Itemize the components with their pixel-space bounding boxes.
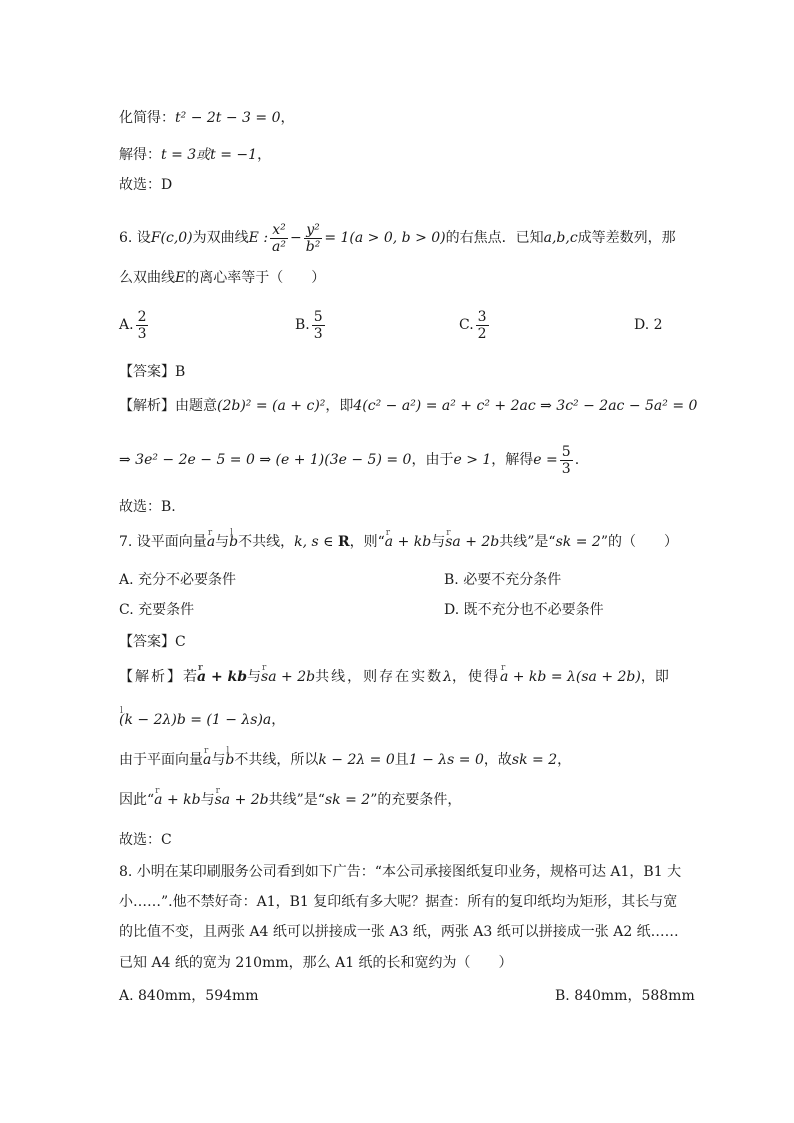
q7-l2-b: 不共线，所以 [234,752,319,768]
q6-abc: a,b,c [543,230,578,246]
q6-option-a-label: A. [119,317,134,333]
q7-stem-a: 7. 设平面向量 [119,534,207,550]
q7-stem-e: ”的（ ） [600,534,678,550]
q6-analysis-eq5: e = [533,452,558,468]
q7-analysis-e: ， [271,712,286,728]
q6-analysis-line1 [119,396,697,416]
q6-stem-e: 么双曲线 [119,270,175,286]
q6-stem-b: 为双曲线 [192,230,249,246]
q6-option-a-num: 2 [137,308,147,325]
q7-l2-c: 且 [394,752,409,768]
simplify-prefix: 化简得： [119,110,175,126]
q6-stem-f: 的离心率等于（ ） [185,270,326,286]
q7-analysis-line3 [119,790,461,810]
q6-stem-c: 的右焦点．已知 [445,230,544,246]
q6-option-a-frac [136,309,149,342]
q7-l3-expr1: r a + kb [154,790,200,810]
q6-answer: 【答案】B [119,364,186,380]
q7-analysis-eq1: r a + kb = λ(sa + 2b) [500,667,641,687]
q8-line2: 小……”.他不禁好奇：A1，B1 复印纸有多大呢？据查：所有的复印纸均为矩形，其长与宽 [119,894,678,910]
q6-condition: = 1(a > 0, b > 0) [324,230,446,246]
q7-stem-c: ，则“ [349,534,385,550]
q7-l3-sk: sk = 2 [324,792,371,808]
q6-option-d: D. 2 [634,317,663,333]
q7-expr2: r sa + 2b [445,532,499,552]
q7-vector-a: r a [207,532,215,552]
q6-frac-x [270,222,288,255]
q7-answer: 【答案】C [119,634,186,650]
q7-l3-a: 因此“ [119,792,155,808]
q7-and-2: 与 [431,534,446,550]
q7-vector-b: l b [229,532,238,552]
q6-analysis-eq2: 4(c² − a²) = a² + c² + 2ac ⇒ 3c² − 2ac − 5a² = 0 [353,398,698,414]
q7-analysis-line2 [119,750,571,770]
q7-l3-b: 共线”是“ [268,792,325,808]
q7-analysis-c: ，使得 [451,669,500,685]
simplify-tail: ， [280,110,295,126]
choice-line-q5: 故选：D [119,177,173,193]
solve-prefix: 解得： [119,147,161,163]
q7-choice: 故选：C [119,832,172,848]
q6-option-c-num: 3 [477,308,487,325]
q6-option-c [459,308,491,342]
q6-option-a-den: 3 [137,325,147,342]
solve-tail: ， [257,147,272,163]
q8-line4: 已知 A4 纸的宽为 210mm，那么 A1 纸的长和宽约为（ ） [119,955,513,971]
q7-stem-d: 共线”是“ [499,534,556,550]
q6-curve-name: E : [248,230,269,246]
q7-sk: sk = 2 [555,534,601,550]
q6-minus: − [290,230,302,246]
q8-line3: 的比值不变，且两张 A4 纸可以拼接成一张 A3 纸，两张 A3 纸可以拼接成一张 A2 纸…… [119,924,679,940]
q6-option-b-den: 3 [313,325,323,342]
q7-stem-b: 不共线， [238,534,295,550]
q6-analysis-end: . [574,452,580,468]
q7-l2-vector-a: r a [203,750,211,770]
q6-analysis-eq1: (2b)² = (a + c)² [217,398,326,414]
q6-analysis-b: ，即 [325,398,354,414]
q7-analysis-label: 【解析】 [119,669,183,685]
q6-frac-y [304,222,323,255]
q6-analysis-c: ，由于 [411,452,454,468]
q6-stem-line1 [119,221,676,255]
q7-analysis-eq2: l (k − 2λ)b = (1 − λs)a [119,710,271,730]
simplify-line [119,108,294,128]
q7-option-c: C. 充要条件 [119,602,195,618]
q6-curve-name-2: E [175,270,186,286]
q7-analysis-expr1: r a + kb [197,667,247,687]
q6-analysis-eq3: ⇒ 3e² − 2e − 5 = 0 ⇒ (e + 1)(3e − 5) = 0 [119,452,412,468]
q6-analysis-den: 3 [561,460,571,477]
q7-l2-eq2: 1 − λs = 0 [408,752,484,768]
q7-l2-and: 与 [211,752,226,768]
q7-and: 与 [215,534,230,550]
q7-l3-expr2: r sa + 2b [215,790,269,810]
q7-ks: k, s ∈ [294,534,334,550]
q7-lambda: λ [443,669,452,685]
q7-l2-a: 由于平面向量 [119,752,203,768]
q6-analysis-num: 5 [561,443,571,460]
q7-analysis-d: ，即 [640,669,669,685]
q7-l3-and: 与 [200,792,215,808]
q7-l3-c: ”的充要条件， [370,792,462,808]
q6-option-c-frac [476,309,489,342]
q8-line1: 8. 小明在某印刷服务公司看到如下广告：“本公司承接图纸复印业务，规格可达 A1，B1 大 [119,864,682,880]
q7-option-a: A. 充分不必要条件 [119,572,237,588]
q6-option-a [119,308,150,342]
q7-analysis-expr2: r sa + 2b [261,667,315,687]
q6-analysis-frac [560,444,573,477]
q6-option-c-label: C. [459,317,474,333]
q6-option-b-label: B. [295,317,310,333]
q7-expr1: r a + kb [385,532,431,552]
q7-stem [119,532,678,552]
q6-frac-x-num: x² [270,222,288,239]
q8-option-b: B. 840mm，588mm [555,988,695,1004]
q6-stem-line2 [119,268,325,288]
q7-l2-eq1: k − 2λ = 0 [318,752,395,768]
solve-equation: t = 3或t = −1 [161,147,258,163]
q6-stem-d: 成等差数列，那 [577,230,676,246]
q6-frac-y-den: b² [305,238,321,255]
q6-analysis-label: 【解析】 [119,398,175,414]
q6-option-b-frac [312,309,325,342]
q6-choice: 故选：B. [119,499,176,515]
q8-option-a: A. 840mm，594mm [119,988,259,1004]
q6-focus: F(c,0) [150,230,193,246]
q7-l2-eq3: sk = 2 [511,752,558,768]
q7-real-set: R [337,534,350,550]
q6-option-b [295,308,327,342]
q7-l2-e: ， [557,752,572,768]
q7-analysis-a: 若 [183,669,197,685]
q7-l2-d: ，故 [483,752,512,768]
q6-stem-a: 6. 设 [119,230,151,246]
q7-l2-vector-b: l b [225,750,234,770]
q6-analysis-eq4: e > 1 [453,452,492,468]
q6-analysis-a: 由题意 [175,398,217,414]
q6-option-c-den: 2 [477,325,487,342]
solve-line [119,145,271,165]
q6-frac-x-den: a² [272,238,287,255]
q7-option-d: D. 既不充分也不必要条件 [444,602,604,618]
q7-option-b: B. 必要不充分条件 [444,572,562,588]
q7-analysis-line1b [119,710,285,730]
q7-analysis-b: 共线，则存在实数 [315,669,444,685]
q6-frac-y-num: y² [304,222,323,239]
q6-analysis-d: ，解得 [491,452,534,468]
q7-analysis-and: 与 [247,669,262,685]
simplify-equation: t² − 2t − 3 = 0 [175,110,281,126]
q7-analysis-line1 [119,667,669,687]
q6-option-b-num: 5 [313,308,323,325]
q6-analysis-line2 [119,443,579,477]
